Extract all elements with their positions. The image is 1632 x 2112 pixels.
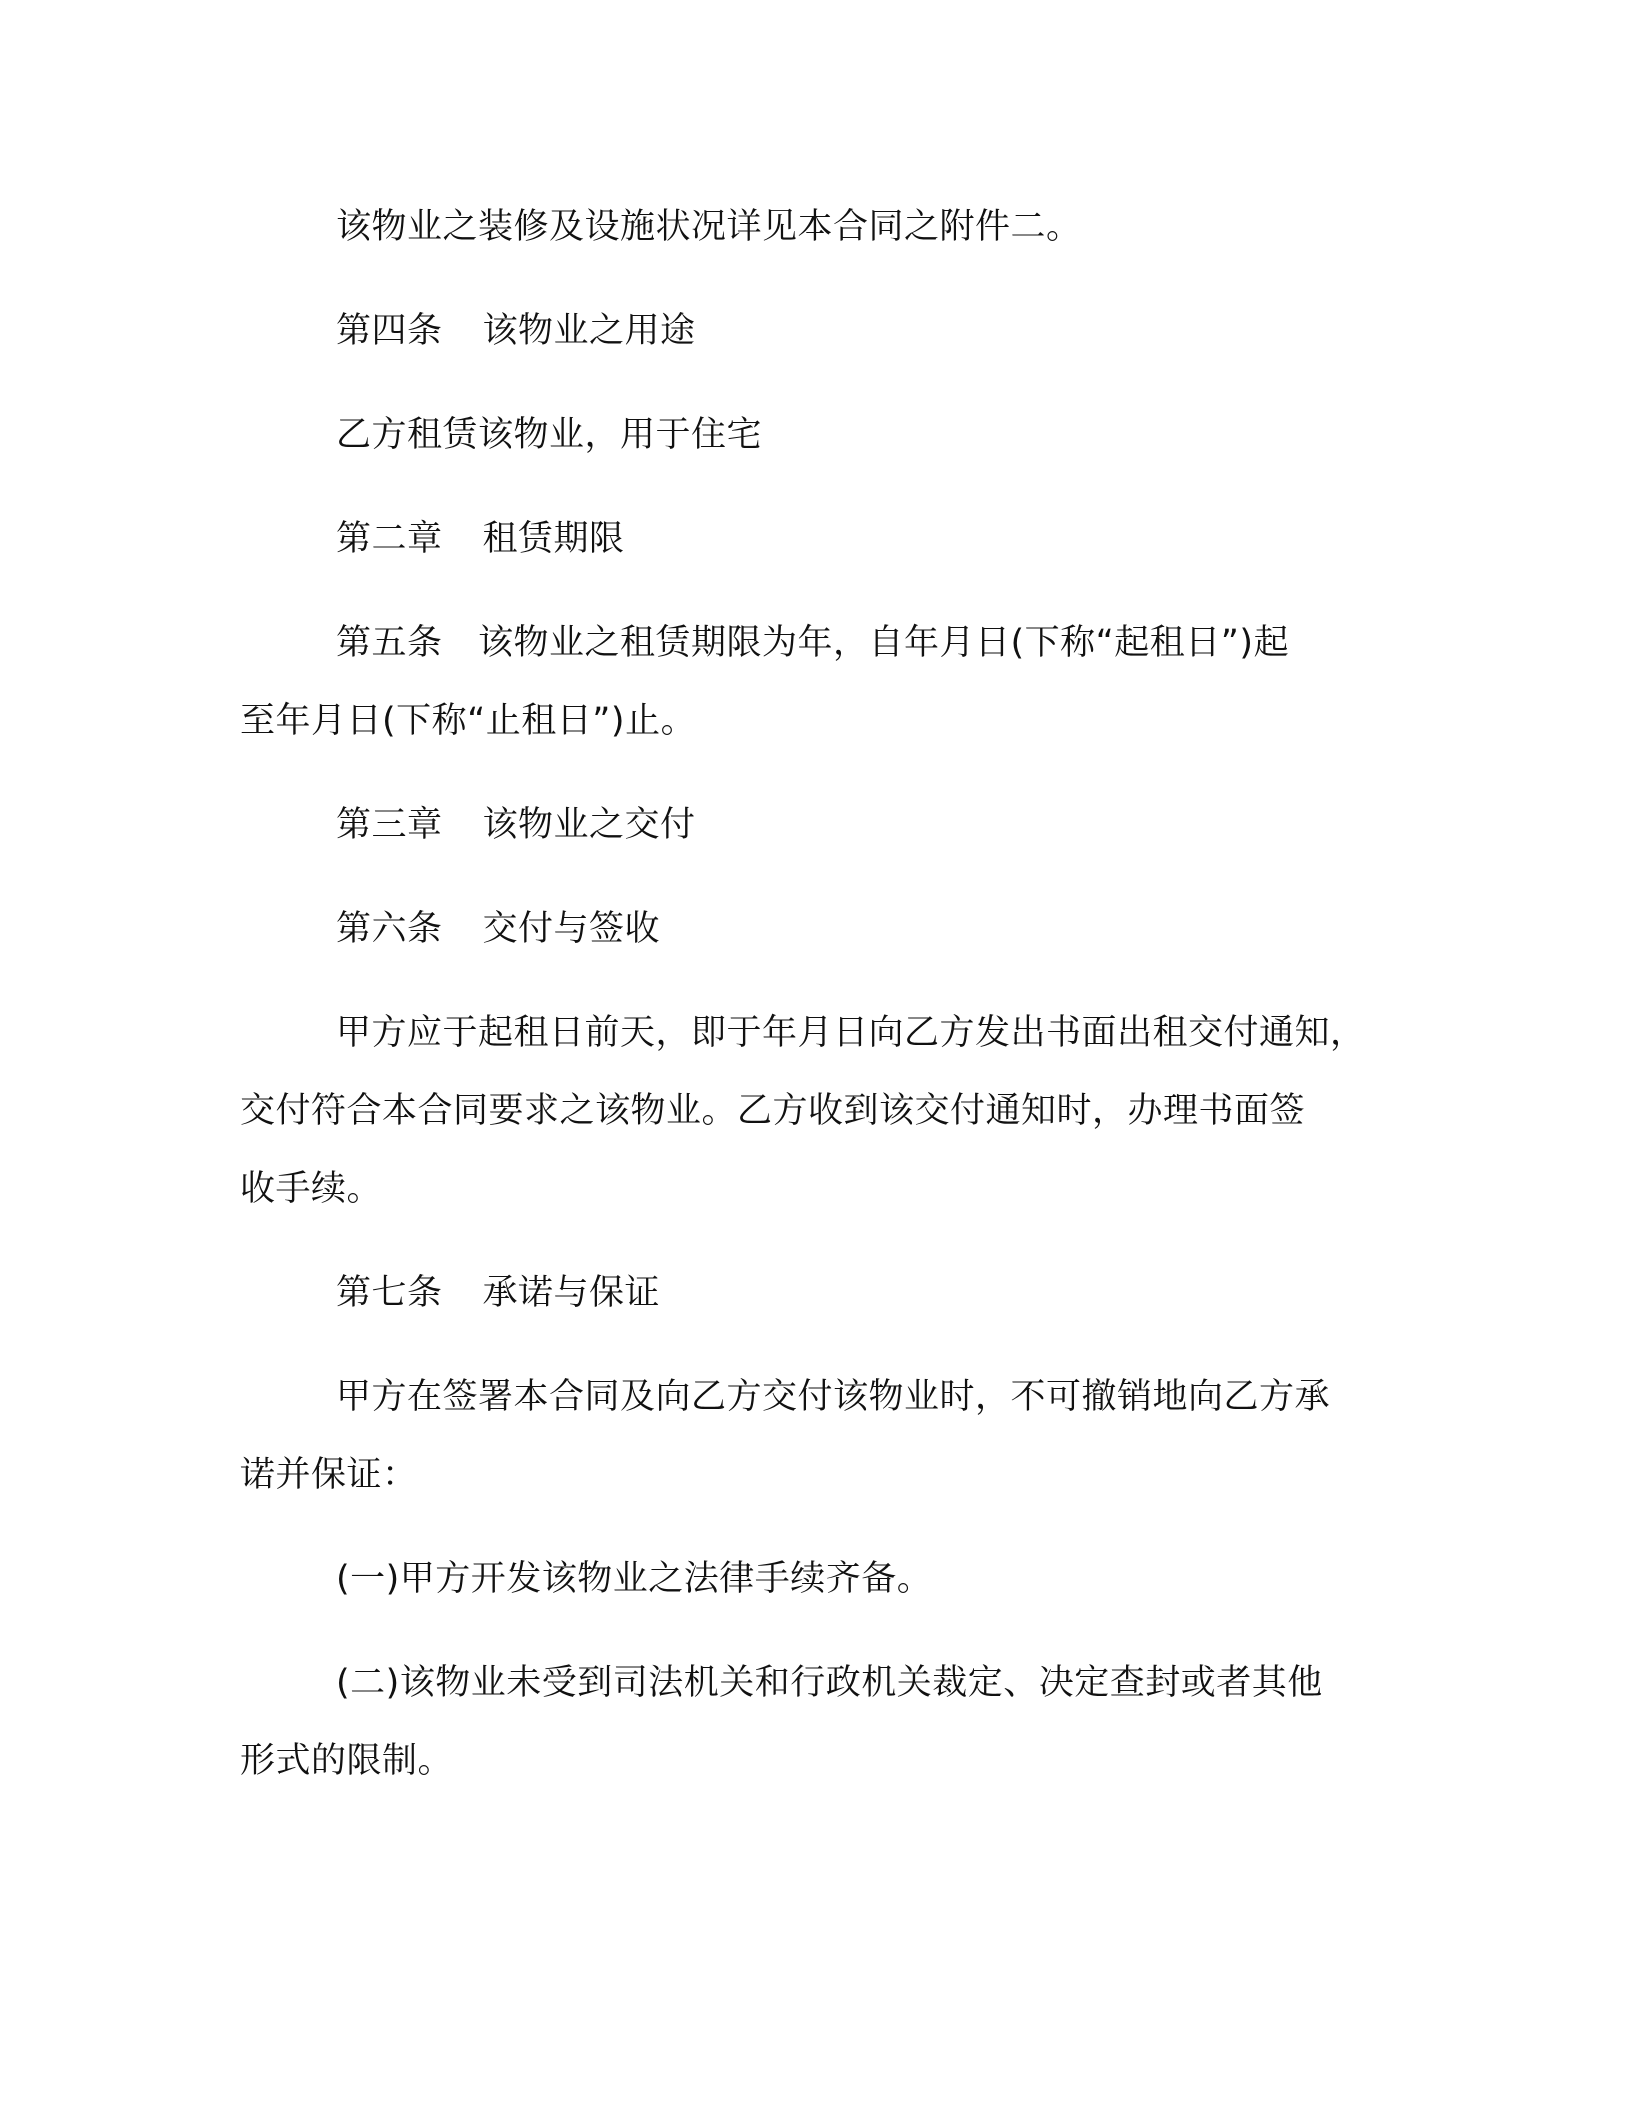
document-body	[240, 188, 1385, 1826]
paragraph-line: 该物业之装修及设施状况详见本合同之附件二。	[336, 207, 1082, 247]
paragraph-line: 第五条 该物业之租赁期限为年，自年月日(下称“起租日”)起	[336, 623, 1290, 663]
article-number: 第七条	[336, 1273, 443, 1313]
paragraph-line: 甲方应于起租日前天，即于年月日向乙方发出书面出租交付通知，	[336, 1013, 1366, 1053]
chapter-3-heading	[240, 786, 1385, 864]
paragraph-line: 诺并保证：	[240, 1455, 418, 1495]
paragraph-line: 至年月日(下称“止租日”)止。	[240, 701, 697, 741]
paragraph-line: 乙方租赁该物业，用于住宅	[336, 415, 763, 455]
paragraph-line: 交付符合本合同要求之该物业。乙方收到该交付通知时，办理书面签	[240, 1091, 1306, 1131]
paragraph-line: 形式的限制。	[240, 1741, 454, 1781]
chapter-2-heading	[240, 500, 1385, 578]
paragraph-item-1	[240, 1540, 1385, 1618]
paragraph-delivery	[240, 994, 1385, 1228]
article-5-paragraph	[240, 604, 1385, 760]
paragraph-item-2	[240, 1644, 1385, 1800]
chapter-number: 第三章	[336, 805, 443, 845]
article-number: 第四条	[336, 311, 443, 351]
paragraph-line: 甲方在签署本合同及向乙方交付该物业时，不可撤销地向乙方承	[336, 1377, 1331, 1417]
article-6-heading	[240, 890, 1385, 968]
paragraph-decoration-annex	[240, 188, 1385, 266]
paragraph-commitment	[240, 1358, 1385, 1514]
chapter-number: 第二章	[336, 519, 443, 559]
chapter-title: 该物业之交付	[482, 805, 696, 845]
paragraph-line: 收手续。	[240, 1169, 383, 1209]
article-number: 第六条	[336, 909, 443, 949]
paragraph-usage	[240, 396, 1385, 474]
article-title: 承诺与保证	[482, 1273, 661, 1313]
article-4-heading	[240, 292, 1385, 370]
article-title: 该物业之用途	[482, 311, 696, 351]
article-title: 交付与签收	[482, 909, 661, 949]
chapter-title: 租赁期限	[482, 519, 625, 559]
paragraph-line: (一)甲方开发该物业之法律手续齐备。	[336, 1559, 933, 1599]
paragraph-line: (二)该物业未受到司法机关和行政机关裁定、决定查封或者其他	[336, 1663, 1323, 1703]
article-7-heading	[240, 1254, 1385, 1332]
